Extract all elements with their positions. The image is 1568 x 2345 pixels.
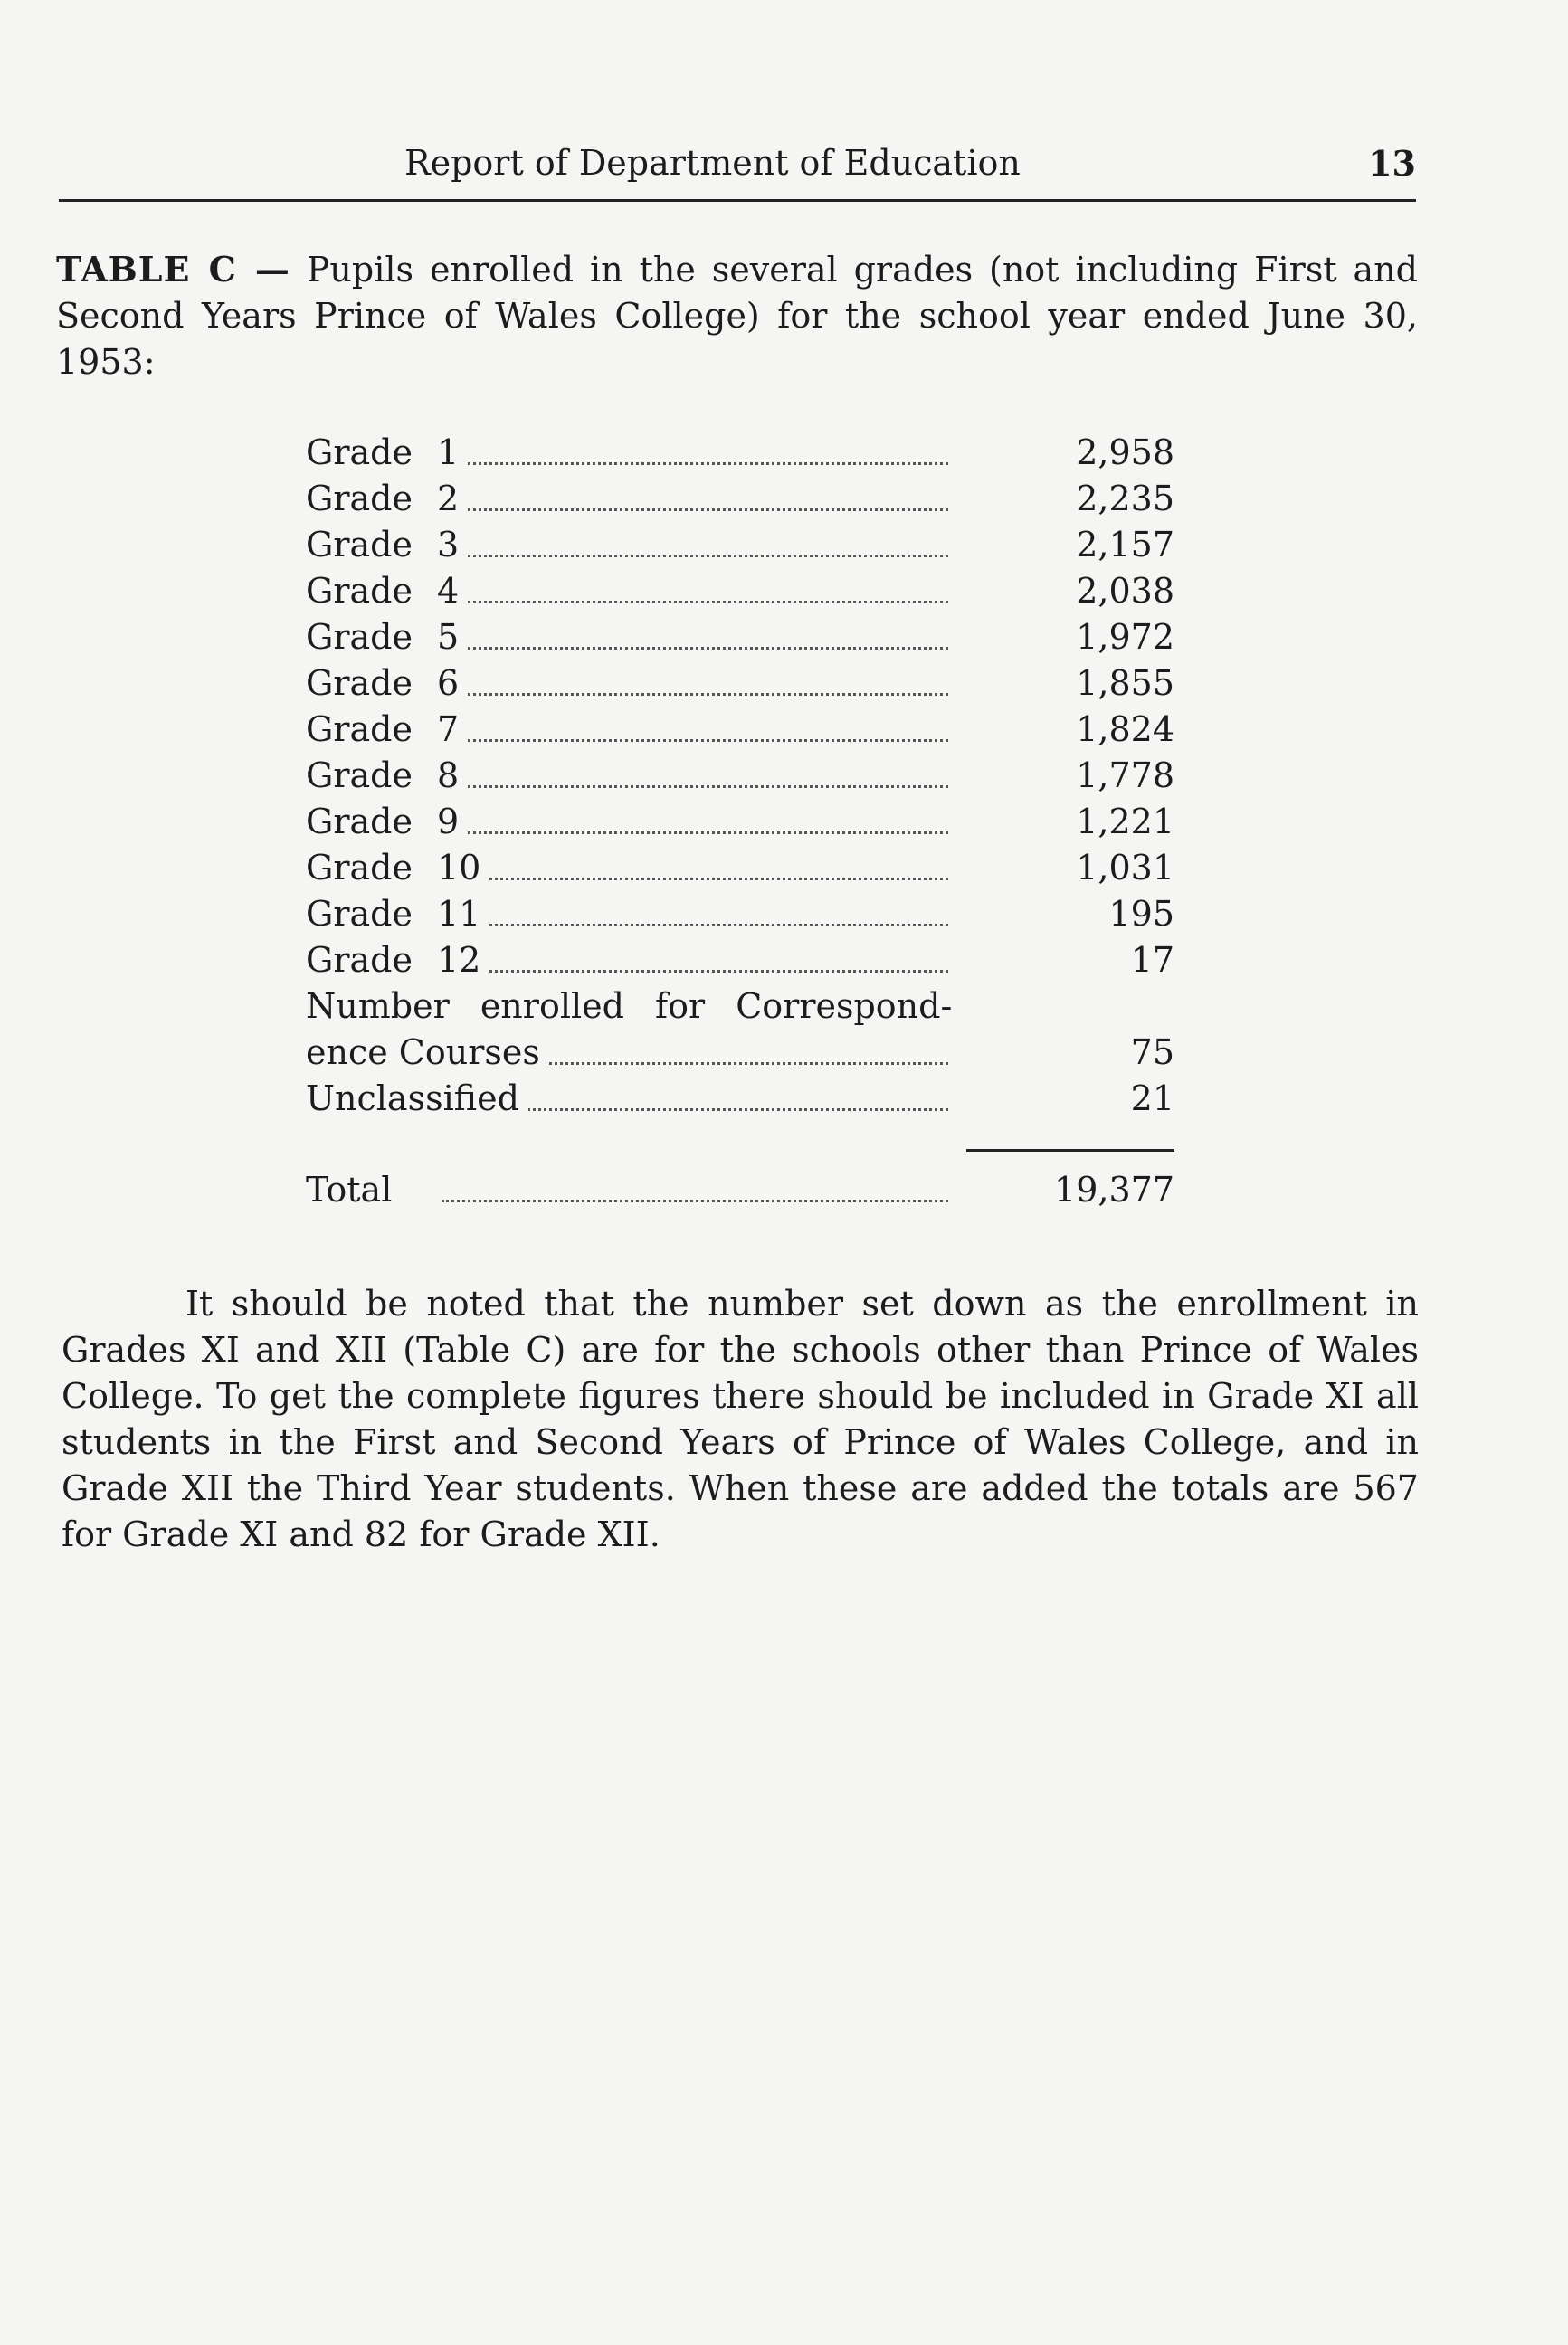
table-row — [306, 660, 1174, 707]
grade-label — [306, 845, 489, 891]
total-label: Total — [306, 1167, 401, 1213]
grade-word: Grade — [306, 571, 413, 611]
grade-number: 4 — [437, 571, 460, 611]
enrollment-table — [306, 430, 1174, 1213]
grade-value: 1,778 — [1076, 755, 1174, 795]
running-header — [59, 143, 1416, 188]
table-row — [306, 522, 1174, 568]
grade-value: 1,972 — [1076, 617, 1174, 657]
table-row-unclassified — [306, 1076, 1174, 1122]
grade-number: 6 — [437, 663, 460, 703]
table-row — [306, 845, 1174, 891]
table-row-correspondence-line1 — [306, 983, 1174, 1030]
grade-number: 1 — [437, 432, 460, 472]
grade-value: 1,855 — [1076, 663, 1174, 703]
grade-label — [306, 522, 468, 568]
table-row — [306, 753, 1174, 799]
grade-label — [306, 937, 489, 983]
table-row — [306, 799, 1174, 845]
page-number: 13 — [1368, 143, 1416, 184]
grade-label — [306, 891, 489, 937]
grade-number: 12 — [437, 940, 481, 980]
header-rule — [59, 199, 1416, 202]
grade-value: 2,038 — [1076, 571, 1174, 611]
grade-label — [306, 707, 468, 753]
sum-rule-line — [966, 1149, 1174, 1152]
sum-rule — [306, 1122, 1174, 1167]
grade-word: Grade — [306, 617, 413, 657]
grade-value: 17 — [1130, 940, 1174, 980]
grade-word: Grade — [306, 940, 413, 980]
note-paragraph: It should be noted that the number set down as the enrollment in Grades XI and XII (Table C) are for the schools other than Prince of Wales College. To get the complete figures there should be included in Grade XI all students in the First and Second Years of Prince of Wales College, and in Grade XII the Third Year students. When these are added the totals are 567 for Grade XI and 82 for Grade XII. — [62, 1284, 1419, 1554]
grade-number: 11 — [437, 894, 481, 934]
table-caption — [56, 246, 1418, 385]
grade-value: 2,235 — [1076, 479, 1174, 518]
grade-word: Grade — [306, 663, 413, 703]
grade-word: Grade — [306, 802, 413, 841]
table-row — [306, 430, 1174, 476]
grade-value: 2,958 — [1076, 432, 1174, 472]
unclassified-label: Unclassified — [306, 1076, 528, 1122]
grade-value: 2,157 — [1076, 525, 1174, 565]
table-caption-label: TABLE C — — [56, 249, 290, 290]
grade-label — [306, 753, 468, 799]
grade-value: 1,221 — [1076, 802, 1174, 841]
table-caption-text: Pupils enrolled in the several grades (not including First and Second Years Prince of Wales College) for the school year ended June 30, 1953: — [56, 250, 1418, 382]
grade-label — [306, 430, 468, 476]
grade-number: 7 — [437, 709, 460, 749]
grade-number: 2 — [437, 479, 460, 518]
grade-label — [306, 614, 468, 660]
grade-label — [306, 476, 468, 522]
grade-label — [306, 799, 468, 845]
table-row — [306, 614, 1174, 660]
grade-word: Grade — [306, 848, 413, 888]
grade-rows — [306, 430, 1174, 983]
table-row — [306, 937, 1174, 983]
total-value: 19,377 — [1054, 1170, 1174, 1210]
grade-number: 3 — [437, 525, 460, 565]
table-row — [306, 707, 1174, 753]
grade-value: 195 — [1108, 894, 1174, 934]
table-row-correspondence — [306, 1030, 1174, 1076]
header-title: Report of Department of Education — [404, 143, 1021, 183]
table-row — [306, 568, 1174, 614]
grade-label — [306, 568, 468, 614]
grade-word: Grade — [306, 755, 413, 795]
grade-number: 9 — [437, 802, 460, 841]
grade-word: Grade — [306, 709, 413, 749]
grade-number: 8 — [437, 755, 460, 795]
grade-word: Grade — [306, 479, 413, 518]
grade-word: Grade — [306, 894, 413, 934]
correspondence-value: 75 — [1130, 1032, 1174, 1072]
correspondence-label-line1: Number enrolled for Correspond- — [306, 983, 961, 1030]
table-row — [306, 891, 1174, 937]
grade-value: 1,031 — [1076, 848, 1174, 888]
grade-value: 1,824 — [1076, 709, 1174, 749]
correspondence-label-line2: ence Courses — [306, 1030, 549, 1076]
unclassified-value: 21 — [1130, 1078, 1174, 1118]
grade-label — [306, 660, 468, 707]
explanatory-note — [62, 1281, 1419, 1558]
grade-number: 5 — [437, 617, 460, 657]
grade-word: Grade — [306, 525, 413, 565]
table-row-total — [306, 1167, 1174, 1213]
dot-leader — [442, 1200, 948, 1202]
grade-number: 10 — [437, 848, 481, 888]
grade-word: Grade — [306, 432, 413, 472]
table-row — [306, 476, 1174, 522]
